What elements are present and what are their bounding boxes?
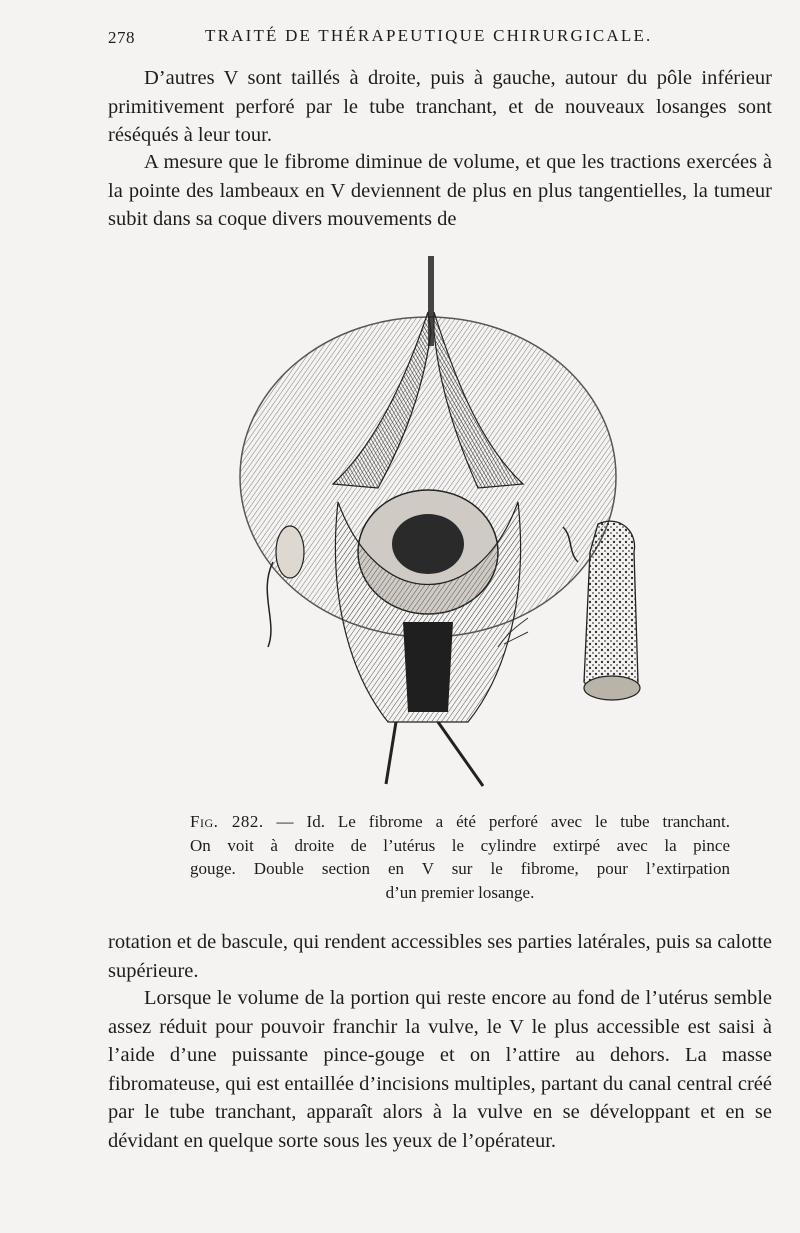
extracted-cylinder (584, 521, 638, 695)
caption-line: d’un premier losange. (385, 882, 535, 902)
vaginal-cavity (403, 622, 453, 712)
figure-caption (190, 810, 730, 904)
body-paragraph: rotation et de bascule, qui rendent accessibles ses parties latérales, puis sa calotte supérieure. (108, 931, 772, 982)
cylinder-base (584, 676, 640, 700)
forceps-right (438, 722, 483, 786)
running-header (108, 22, 772, 52)
page-number: 278 (108, 28, 135, 47)
left-tube (267, 562, 273, 647)
left-ovary (276, 526, 304, 578)
body-paragraph: Lorsque le volume de la portion qui reste encore au fond de l’utérus semble assez réduit pour pouvoir franchir la vulve, le V le plus accessible est saisi à l’aide d’une puissante pince-gouge et on l’attire au dehors. La masse fibromateuse, qui est entaillée d’incisions multiples, partant du canal central créé par le tube tranchant, apparaît alors à la vulve en se développant et en se dévidant en quelque sorte sous les yeux de l’opérateur. (108, 987, 772, 1152)
body-paragraph: A mesure que le fibrome diminue de volume, et que les tractions exercées à la pointe des lambeaux en V deviennent de plus en plus tangentielles, la tumeur subit dans sa coque divers mouvements de (108, 151, 772, 230)
caption-line: — Id. Le fibrome a été perforé avec le tube tranchant. (263, 812, 730, 831)
figure-label: Fig. 282. (190, 812, 264, 831)
surgical-illustration (228, 252, 658, 792)
running-title: TRAITÉ DE THÉRAPEUTIQUE CHIRURGICALE. (205, 26, 653, 45)
central-canal (392, 514, 464, 574)
body-paragraph: D’autres V sont taillés à droite, puis à gauche, autour du pôle inférieur primitivement perforé par le tube tranchant, et de nouveaux losanges sont réséqués à leur tour. (108, 67, 772, 146)
caption-line: gouge. Double section en V sur le fibrome, pour l’extirpation (190, 859, 730, 878)
illustration-drawing (228, 252, 658, 792)
caption-line: On voit à droite de l’utérus le cylindre extirpé avec la pince (190, 835, 730, 855)
forceps-left (386, 722, 396, 784)
